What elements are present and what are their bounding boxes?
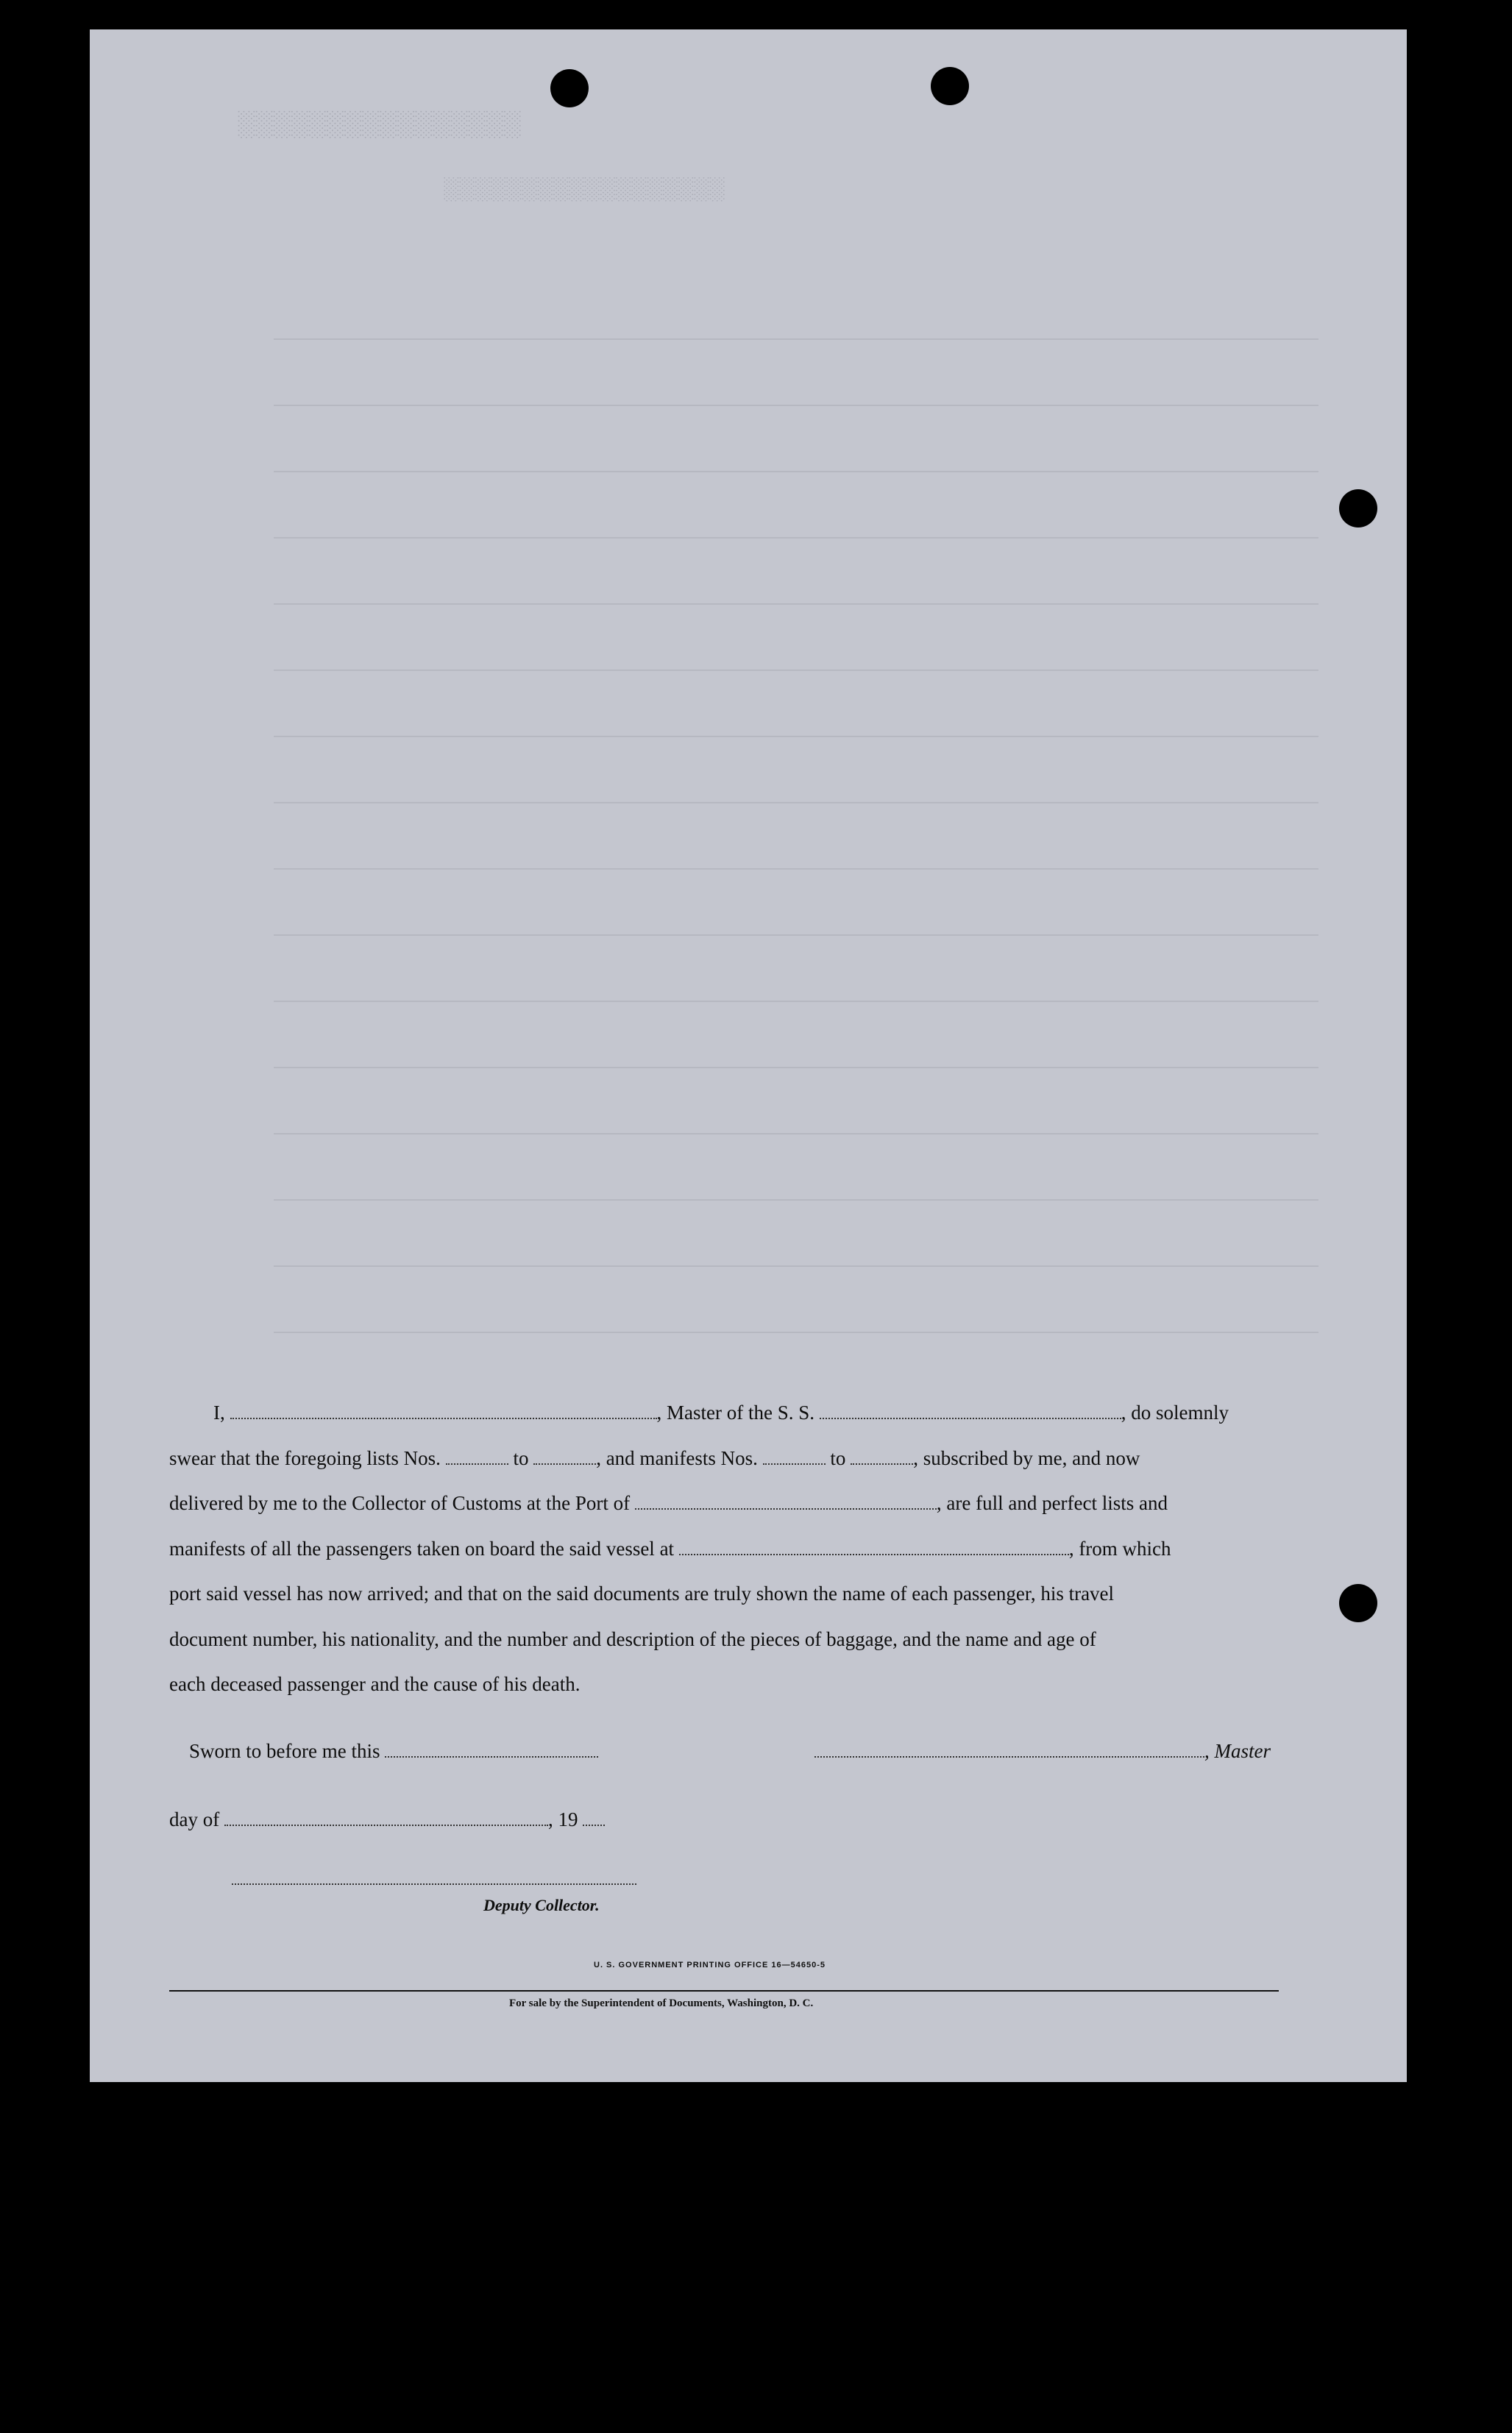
text: to xyxy=(513,1446,529,1469)
text: , and manifests Nos. xyxy=(596,1446,758,1469)
bleed-through-header: ░░░░░░░░░░░░░░░░ xyxy=(237,110,521,138)
text: swear that the foregoing lists Nos. xyxy=(169,1446,441,1469)
text: , Master of the S. S. xyxy=(656,1402,814,1424)
text: , Master xyxy=(1204,1740,1271,1762)
declaration-line-5: port said vessel has now arrived; and that on the said documents are truly shown the name of each passenger, his travel xyxy=(169,1583,1115,1605)
declaration-line-1 xyxy=(169,1390,1280,1436)
manifest-to-blank xyxy=(851,1449,913,1465)
manifest-from-blank xyxy=(763,1449,826,1465)
deputy-collector-label: Deputy Collector. xyxy=(483,1896,600,1914)
year-blank xyxy=(583,1810,605,1826)
text: , do solemnly xyxy=(1121,1402,1229,1424)
text: , subscribed by me, and now xyxy=(913,1446,1140,1469)
punch-hole-right-lower xyxy=(1339,1584,1377,1622)
punch-hole-top-left xyxy=(550,69,589,107)
text: to xyxy=(830,1446,846,1469)
day-of-line xyxy=(169,1808,605,1831)
manifest-sheet xyxy=(90,29,1407,2082)
text: day of xyxy=(169,1808,220,1830)
text: , are full and perfect lists and xyxy=(936,1492,1168,1514)
text: delivered by me to the Collector of Customs at the Port of xyxy=(169,1492,631,1514)
text: I, xyxy=(213,1402,225,1424)
list-to-blank xyxy=(533,1449,596,1465)
list-from-blank xyxy=(446,1449,508,1465)
text: manifests of all the passengers taken on board the said vessel at xyxy=(169,1537,675,1560)
port-blank xyxy=(635,1493,937,1510)
deputy-collector-signature xyxy=(232,1869,636,1885)
declaration-line-6: document number, his nationality, and the number and description of the pieces of baggage, and the name and age of xyxy=(169,1627,1096,1650)
declaration-line-4 xyxy=(169,1527,1280,1572)
punch-hole-right-upper xyxy=(1339,489,1377,528)
month-blank xyxy=(224,1810,548,1826)
master-name-blank xyxy=(230,1403,657,1419)
punch-hole-top-right xyxy=(931,67,969,105)
departure-port-blank xyxy=(679,1539,1069,1555)
declaration-line-7: each deceased passenger and the cause of his death. xyxy=(169,1673,581,1695)
text: Sworn to before me this xyxy=(189,1740,380,1762)
declaration-line-2 xyxy=(169,1436,1280,1482)
master-signature-line xyxy=(814,1740,1271,1763)
master-signature-blank xyxy=(814,1741,1204,1758)
printing-office-imprint: U. S. GOVERNMENT PRINTING OFFICE 16—54650-5 xyxy=(594,1961,826,1970)
footer-rule xyxy=(169,1990,1279,1992)
text: , 19 xyxy=(547,1808,578,1830)
ship-name-blank xyxy=(820,1403,1121,1419)
sworn-line xyxy=(189,1740,598,1763)
sworn-date-blank xyxy=(385,1741,598,1758)
text: , from which xyxy=(1068,1537,1171,1560)
deputy-signature-blank xyxy=(232,1869,636,1885)
bleed-through-subheader: ░░░░░░░░░░░░░░░░░░ xyxy=(443,177,725,201)
sale-note: For sale by the Superintendent of Documents, Washington, D. C. xyxy=(509,1997,814,2009)
declaration-line-3 xyxy=(169,1481,1280,1527)
master-declaration xyxy=(169,1390,1280,1708)
